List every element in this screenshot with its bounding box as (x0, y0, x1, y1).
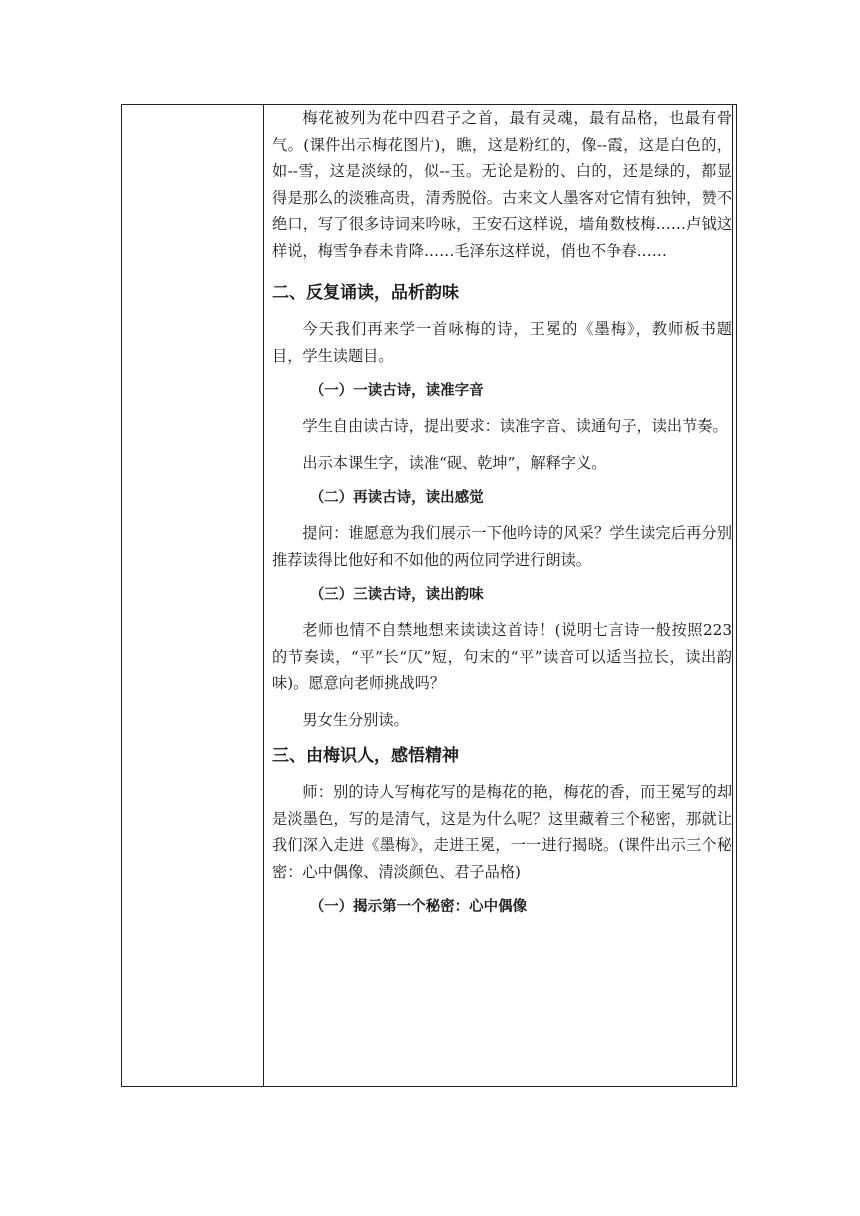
section-heading-3: 三、由梅识人，感悟精神 (272, 746, 459, 766)
subheading-3: （三）三读古诗，读出韵味 (309, 587, 484, 603)
column-divider (263, 105, 264, 1086)
paragraph-2: 提问：谁愿意为我们展示一下他吟诗的风采？学生读完后再分别推荐读得比他好和不如他的两位同学进行朗读。 (272, 524, 732, 569)
column-divider-right (732, 105, 733, 1086)
paragraph-intro: 梅花被列为花中四君子之首，最有灵魂，最有品格，也最有骨气。(课件出示梅花图片)，瞧，这是粉红的，像--霞，这是白色的，如--雪，这是淡绿的，似--玉。无论是粉的、白的，还是绿的，都显得是那么的淡雅高贵，清秀脱俗。古来文人墨客对它情有独钟，赞不绝口，写了很多诗词来吟咏，王安石这样说，墙角数枝梅……卢钺这样说，梅雪争春未肯降……毛泽东这样说，俏也不争春…… (272, 109, 732, 260)
section-heading-2: 二、反复诵读，品析韵味 (272, 283, 459, 303)
paragraph-1b: 出示本课生字，读准“砚、乾坤”，解释字义。 (302, 453, 607, 472)
paragraph-3a: 老师也情不自禁地想来读读这首诗！(说明七言诗一般按照223的节奏读，“平”长“仄”短，句末的“平”读音可以适当拉长，读出韵味)。愿意向老师挑战吗？ (272, 621, 732, 692)
subheading-1: （一）一读古诗，读准字音 (309, 383, 484, 399)
subheading-2: （二）再读古诗，读出感觉 (309, 490, 484, 506)
paragraph-3b: 男女生分别读。 (302, 710, 409, 729)
table-left-cell (122, 105, 263, 1086)
lesson-table (121, 104, 737, 1087)
subheading-4: （一）揭示第一个秘密：心中偶像 (309, 899, 528, 915)
paragraph-section3: 师：别的诗人写梅花写的是梅花的艳，梅花的香，而王冕写的却是淡墨色，写的是清气，这是为什么呢？这里藏着三个秘密，那就让我们深入走进《墨梅》，走进王冕，一一进行揭晓。(课件出示三个秘密：心中偶像、清淡颜色、君子品格) (272, 783, 732, 881)
paragraph-1a: 学生自由读古诗，提出要求：读准字音、读通句子，读出节奏。 (302, 417, 728, 435)
table-content-cell (272, 105, 732, 919)
paragraph-section2: 今天我们再来学一首咏梅的诗，王冕的《墨梅》，教师板书题目，学生读题目。 (272, 320, 732, 365)
